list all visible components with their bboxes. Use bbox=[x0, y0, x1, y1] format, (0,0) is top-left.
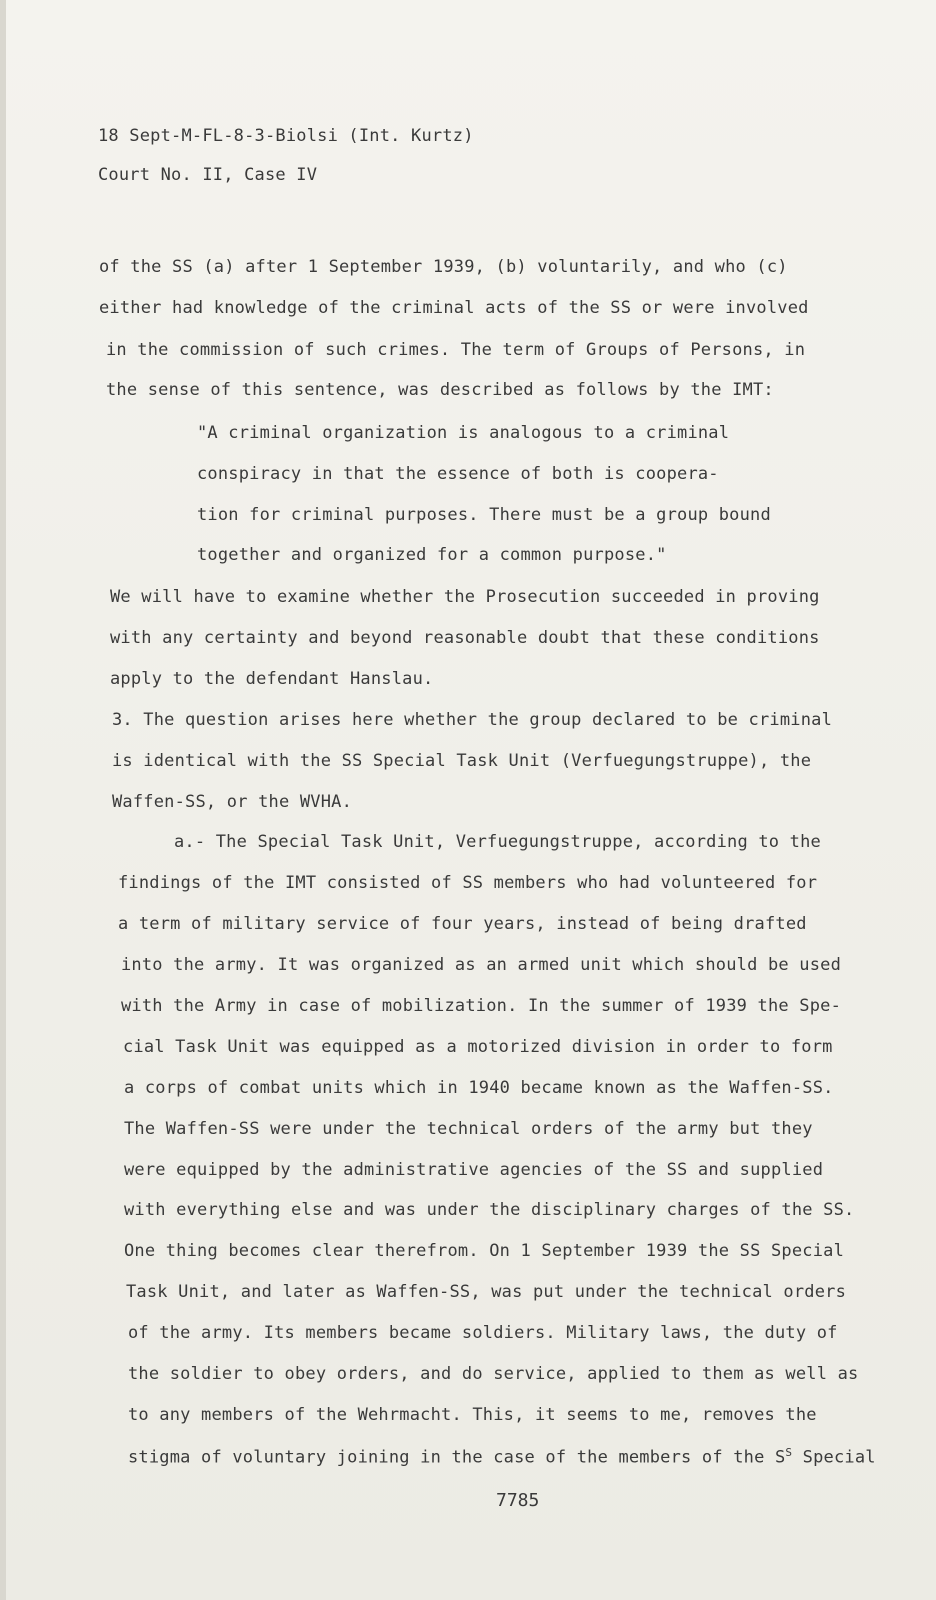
body-line: a corps of combat units which in 1940 became known as the Waffen-SS. bbox=[124, 1078, 834, 1098]
superscript-s: S bbox=[785, 1446, 793, 1459]
body-line: apply to the defendant Hanslau. bbox=[110, 669, 434, 689]
body-line: with everything else and was under the disciplinary charges of the SS. bbox=[124, 1200, 855, 1220]
body-line: either had knowledge of the criminal acts of the SS or were involved bbox=[99, 298, 809, 318]
body-line: the sense of this sentence, was described as follows by the IMT: bbox=[106, 380, 774, 400]
quote-line: tion for criminal purposes. There must be a group bound bbox=[197, 505, 771, 525]
header-case-reference: 18 Sept-M-FL-8-3-Biolsi (Int. Kurtz) bbox=[98, 126, 474, 146]
page-number: 7785 bbox=[496, 1490, 540, 1511]
section-3-line: 3. The question arises here whether the group declared to be criminal bbox=[112, 710, 833, 730]
body-line: a term of military service of four years, instead of being drafted bbox=[118, 914, 807, 934]
body-line: The Waffen-SS were under the technical orders of the army but they bbox=[124, 1119, 813, 1139]
body-line: cial Task Unit was equipped as a motorized division in order to form bbox=[123, 1037, 833, 1057]
body-line: of the army. Its members became soldiers. Military laws, the duty of bbox=[128, 1323, 838, 1343]
body-line: in the commission of such crimes. The term of Groups of Persons, in bbox=[106, 340, 806, 360]
body-line-last bbox=[128, 1446, 876, 1468]
quote-line: conspiracy in that the essence of both is coopera- bbox=[197, 464, 719, 484]
quote-line: together and organized for a common purpose." bbox=[197, 545, 667, 565]
body-line: to any members of the Wehrmacht. This, it seems to me, removes the bbox=[128, 1405, 817, 1425]
body-line: were equipped by the administrative agencies of the SS and supplied bbox=[124, 1160, 824, 1180]
body-line: is identical with the SS Special Task Unit (Verfuegungstruppe), the bbox=[112, 751, 812, 771]
body-line: Task Unit, and later as Waffen-SS, was put under the technical orders bbox=[126, 1282, 847, 1302]
body-line: into the army. It was organized as an armed unit which should be used bbox=[121, 955, 842, 975]
body-line-last-text: stigma of voluntary joining in the case of the members of the S bbox=[128, 1447, 786, 1468]
body-line: One thing becomes clear therefrom. On 1 September 1939 the SS Special bbox=[124, 1241, 845, 1261]
quote-line: "A criminal organization is analogous to a criminal bbox=[197, 423, 730, 443]
body-line: Waffen-SS, or the WVHA. bbox=[112, 792, 353, 812]
body-line: with the Army in case of mobilization. In the summer of 1939 the Spe- bbox=[121, 996, 842, 1016]
header-court-number: Court No. II, Case IV bbox=[98, 165, 318, 185]
body-line: the soldier to obey orders, and do service, applied to them as well as bbox=[128, 1364, 859, 1384]
body-line: with any certainty and beyond reasonable doubt that these conditions bbox=[110, 628, 820, 648]
body-line-last-tail: Special bbox=[792, 1447, 876, 1468]
body-line: of the SS (a) after 1 September 1939, (b) voluntarily, and who (c) bbox=[99, 257, 788, 277]
body-line: findings of the IMT consisted of SS members who had volunteered for bbox=[118, 873, 818, 893]
body-line: We will have to examine whether the Prosecution succeeded in proving bbox=[110, 587, 820, 607]
subsection-a-line: a.- The Special Task Unit, Verfuegungstruppe, according to the bbox=[174, 832, 821, 852]
